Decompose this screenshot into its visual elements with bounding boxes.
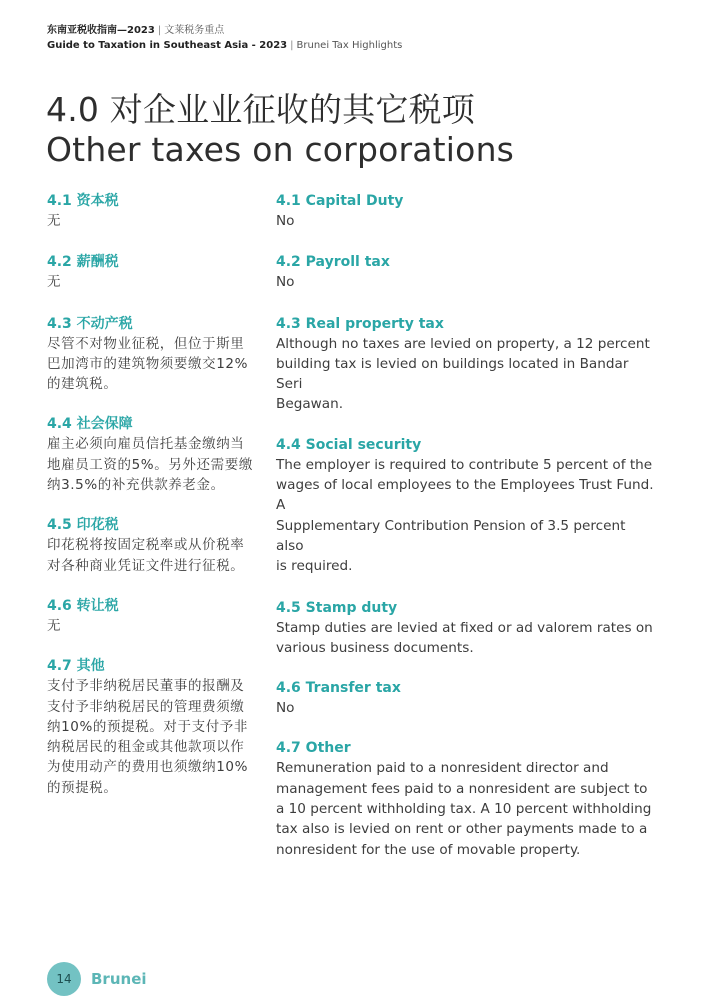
section: [276, 314, 656, 415]
section-text-line: 的建筑税。: [47, 376, 118, 393]
page-title-en: Other taxes on corporations: [46, 130, 515, 169]
section-heading: 4.5 Stamp duty: [276, 599, 398, 616]
section-heading: 4.3 不动产税: [47, 315, 133, 332]
section-heading: 4.7 Other: [276, 740, 351, 757]
page-title: [46, 90, 514, 170]
section: [276, 435, 656, 577]
section-text-line: nonresident for the use of movable property.: [276, 841, 581, 858]
section-text-line: 支付予非纳税居民的管理费须缴: [47, 698, 245, 715]
chinese-column: [47, 191, 259, 798]
section-text-line: building tax is levied on buildings located in Bandar Seri: [276, 355, 629, 393]
header-en-subtitle: Brunei Tax Highlights: [296, 40, 403, 51]
section-text-line: No: [276, 274, 295, 291]
section: [276, 191, 656, 231]
section: [47, 414, 259, 495]
section-text-line: various business documents.: [276, 639, 474, 656]
section-heading: 4.2 Payroll tax: [276, 254, 390, 271]
running-header: [47, 23, 402, 53]
section-heading: 4.1 Capital Duty: [276, 193, 404, 209]
footer-country: Brunei: [91, 969, 147, 988]
header-line-zh: [47, 23, 402, 38]
section-heading: 4.4 社会保障: [47, 416, 133, 433]
section-text-line: Although no taxes are levied on property, a 12 percent: [276, 335, 650, 352]
section-text-line: a 10 percent withholding tax. A 10 percent withholding: [276, 801, 652, 818]
section-heading: 4.6 Transfer tax: [276, 680, 401, 697]
page-title-zh: 4.0 对企业业征收的其它税项: [46, 90, 475, 129]
header-separator: |: [290, 40, 294, 51]
section-text-line: 地雇员工资的5%。另外还需要缴: [47, 456, 253, 473]
section-text-line: 支付予非纳税居民董事的报酬及: [47, 678, 245, 695]
section-text-line: No: [276, 213, 295, 229]
section-text-line: tax also is levied on rent or other payments made to a: [276, 821, 648, 838]
section-text-line: management fees paid to a nonresident are subject to: [276, 780, 648, 797]
header-en-title: Guide to Taxation in Southeast Asia - 2023: [47, 40, 288, 51]
header-zh-subtitle: 文莱税务重点: [164, 25, 225, 36]
section-text-line: 纳税居民的租金或其他款项以作: [47, 739, 245, 756]
section-text-line: 尽管不对物业征税，但位于斯里: [47, 335, 245, 352]
section-text-line: No: [276, 700, 295, 717]
section-text-line: 对各种商业凭证文件进行征税。: [47, 557, 245, 574]
section-text-line: 无: [47, 213, 62, 229]
section-text-line: 印花税将按固定税率或从价税率: [47, 537, 245, 554]
section-text-line: Supplementary Contribution Pension of 3.5 percent also: [276, 517, 626, 554]
section-text-line: wages of local employees to the Employees Trust Fund. A: [276, 477, 654, 514]
section-heading: 4.3 Real property tax: [276, 315, 444, 332]
section-text-line: 纳3.5%的补充供款养老金。: [47, 477, 225, 494]
section-text-line: 无: [47, 274, 62, 291]
section-text-line: Begawan.: [276, 396, 344, 413]
section: [276, 738, 656, 859]
section: [47, 191, 259, 231]
section-heading: 4.6 转让税: [47, 597, 119, 614]
section-heading: 4.2 薪酬税: [47, 254, 119, 271]
section-text-line: The employer is required to contribute 5 percent of the: [276, 456, 653, 473]
section-text-line: 雇主必须向雇员信托基金缴纳当: [47, 436, 245, 453]
section-text-line: 纳10%的预提税。对于支付予非: [47, 718, 249, 735]
section-heading: 4.5 印花税: [47, 517, 119, 534]
section: [276, 252, 656, 292]
page-number-badge: [47, 962, 81, 996]
section-text-line: Stamp duties are levied at fixed or ad valorem rates on: [276, 619, 653, 636]
section-text-line: 为使用动产的费用也须缴纳10%: [47, 759, 249, 776]
section-text-line: 无: [47, 617, 62, 634]
section: [47, 656, 259, 798]
section: [47, 252, 259, 292]
page-footer: [47, 960, 147, 997]
header-line-en: [47, 38, 402, 53]
section: [276, 598, 656, 659]
section-heading: 4.4 Social security: [276, 436, 422, 453]
section: [47, 515, 259, 576]
header-zh-title: 东南亚税收指南—2023: [47, 25, 155, 36]
section-heading: 4.7 其他: [47, 658, 105, 675]
section-heading: 4.1 资本税: [47, 193, 119, 209]
section: [47, 596, 259, 636]
page-number: 14: [56, 971, 72, 986]
section-text-line: is required.: [276, 558, 353, 575]
english-column: [276, 191, 656, 860]
section-text-line: 巴加湾市的建筑物须要缴交12%: [47, 355, 249, 372]
header-separator: |: [157, 25, 162, 36]
section-text-line: Remuneration paid to a nonresident director and: [276, 760, 609, 777]
section: [276, 678, 656, 718]
section: [47, 314, 259, 395]
section-text-line: 的预提税。: [47, 779, 118, 796]
